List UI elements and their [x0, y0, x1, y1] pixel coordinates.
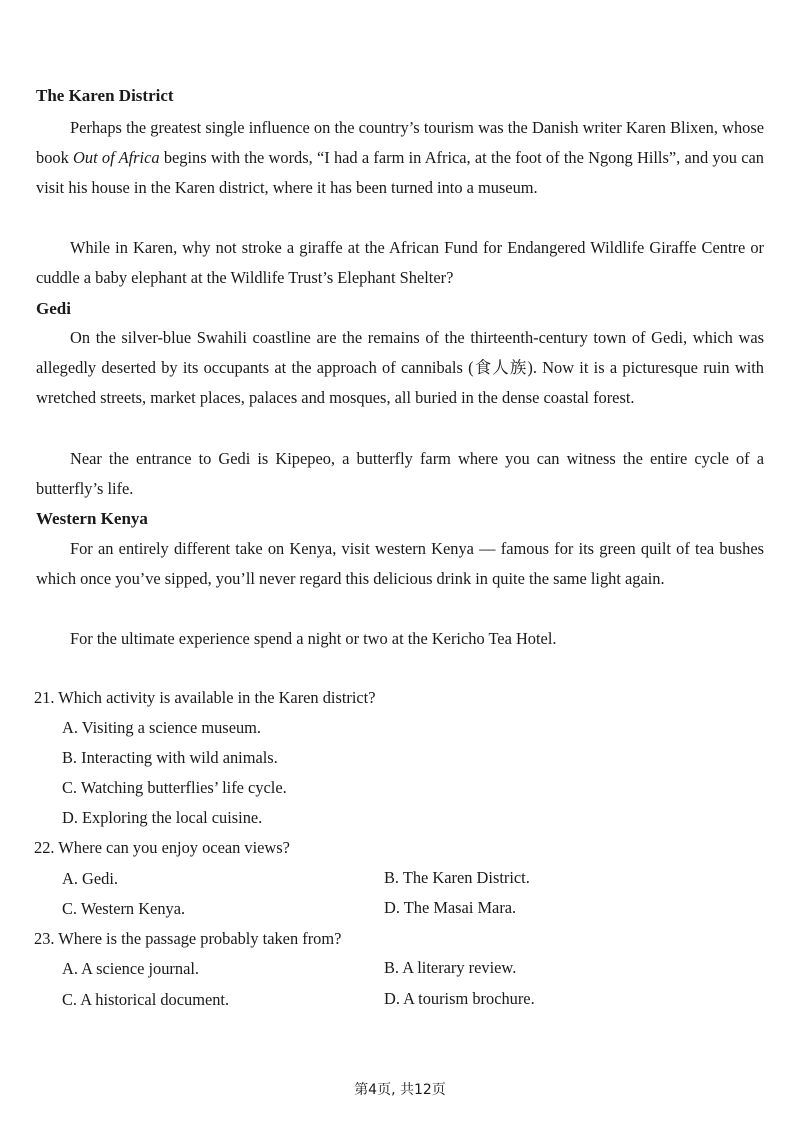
karen-p1-text-before: Perhaps the greatest single influence on the country’s tourism was the Danish writer Karen Blixen, whose book — [36, 118, 764, 167]
western-paragraph-1: For an entirely different take on Kenya, visit western Kenya — famous for its green quilt of tea bushes which once you’ve sipped, you’ll never regard this delicious drink in quite the same light again. — [36, 539, 764, 588]
q22-option-a: A. Gedi. — [62, 869, 118, 888]
book-title: Out of Africa — [73, 148, 160, 167]
section-heading-karen: The Karen District — [36, 86, 174, 105]
q23-option-a: A. A science journal. — [62, 959, 200, 978]
q21-option-d: D. Exploring the local cuisine. — [62, 808, 263, 827]
karen-paragraph-1 — [36, 113, 764, 203]
q22-option-b: B. The Karen District. — [384, 868, 530, 887]
q22-option-d: D. The Masai Mara. — [384, 898, 517, 917]
q23-option-c: C. A historical document. — [62, 990, 230, 1009]
question-23: 23. Where is the passage probably taken from? — [34, 929, 342, 948]
question-21: 21. Which activity is available in the Karen district? — [34, 688, 376, 707]
q21-option-a: A. Visiting a science museum. — [62, 718, 262, 737]
gedi-paragraph-2: Near the entrance to Gedi is Kipepeo, a butterfly farm where you can witness the entire cycle of a butterfly’s life. — [36, 449, 764, 498]
q23-option-b: B. A literary review. — [384, 958, 517, 977]
gedi-paragraph-1: On the silver-blue Swahili coastline are the remains of the thirteenth-century town of Gedi, which was allegedly deserted by its occupants at the approach of cannibals (食人族). Now it is a picturesque ruin with wretched streets, market places, palaces and mosques, all buried in the dense coastal forest. — [36, 328, 764, 407]
q22-option-c: C. Western Kenya. — [62, 899, 186, 918]
question-22: 22. Where can you enjoy ocean views? — [34, 838, 290, 857]
karen-p1-text-after: begins with the words, “I had a farm in Africa, at the foot of the Ngong Hills”, and you can visit his house in the Karen district, where it has been turned into a museum. — [36, 148, 764, 197]
page-number-footer: 第4页, 共12页 — [354, 1082, 446, 1098]
q21-option-b: B. Interacting with wild animals. — [62, 748, 278, 767]
karen-paragraph-2: While in Karen, why not stroke a giraffe at the African Fund for Endangered Wildlife Giraffe Centre or cuddle a baby elephant at the Wildlife Trust’s Elephant Shelter? — [36, 238, 764, 287]
q21-option-c: C. Watching butterflies’ life cycle. — [62, 778, 287, 797]
q23-option-d: D. A tourism brochure. — [384, 989, 535, 1008]
section-heading-gedi: Gedi — [36, 299, 71, 318]
western-paragraph-2: For the ultimate experience spend a night or two at the Kericho Tea Hotel. — [70, 629, 557, 648]
section-heading-western-kenya: Western Kenya — [36, 509, 148, 528]
